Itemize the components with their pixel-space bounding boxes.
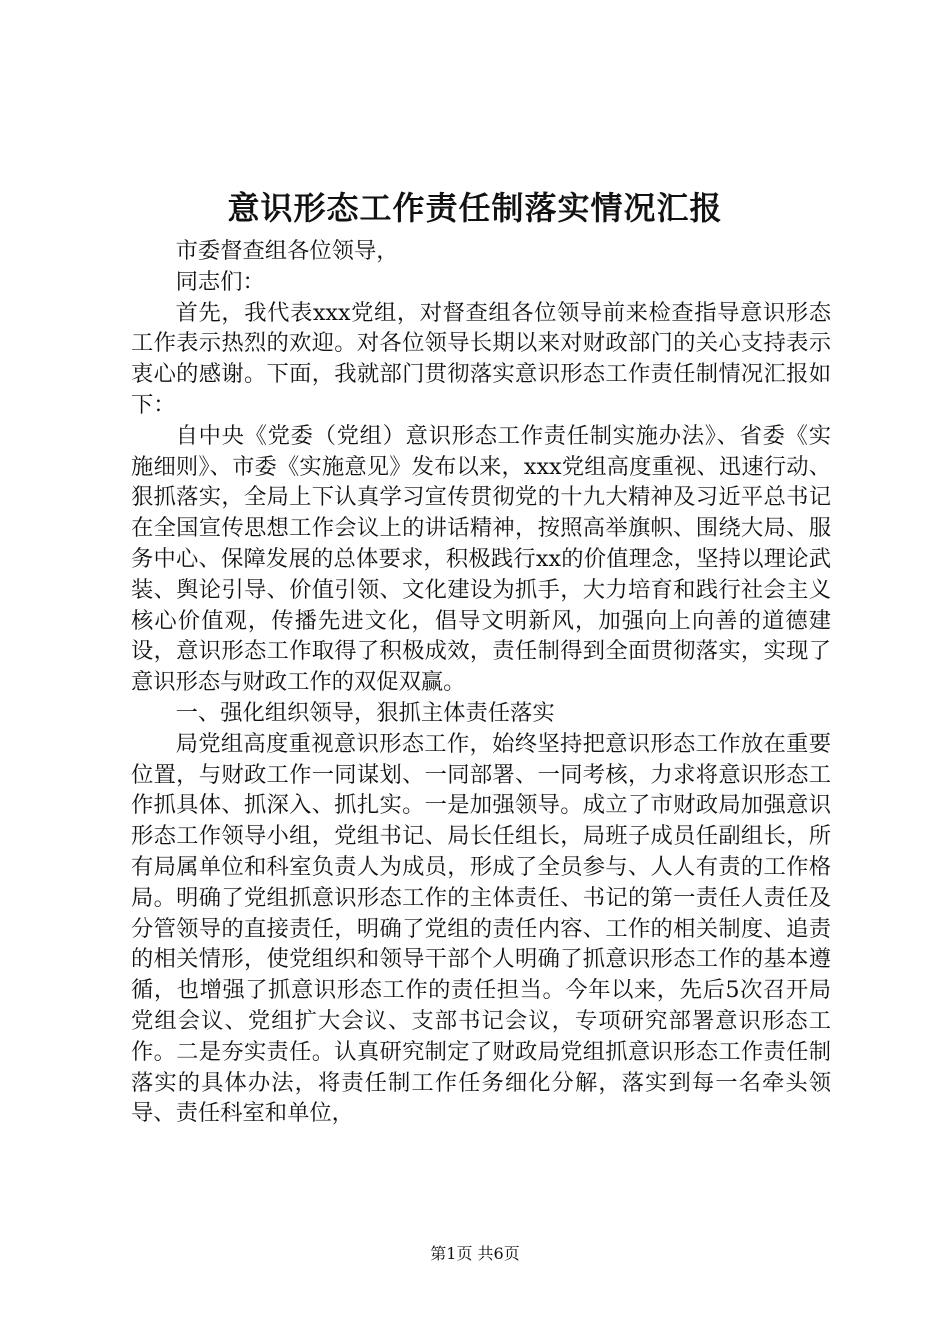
body-paragraph: 首先，我代表xxx党组，对督查组各位领导前来检查指导意识形态工作表示热烈的欢迎。对各位领导长期以来对财政部门的关心支持表示衷心的感谢。下面，我就部门贯彻落实意识形态工作责任制情况汇报如下：	[131, 299, 831, 418]
section-heading: 一、强化组织领导，狠抓主体责任落实	[175, 699, 555, 726]
salutation-line: 同志们：	[175, 268, 265, 295]
document-body	[131, 236, 831, 1129]
body-paragraph: 局党组高度重视意识形态工作，始终坚持把意识形态工作放在重要位置，与财政工作一同谋划、一同部署、一同考核，力求将意识形态工作抓具体、抓深入、抓扎实。一是加强领导。成立了市财政局加强意识形态工作领导小组，党组书记、局长任组长，局班子成员任副组长，所有局属单位和科室负责人为成员，形成了全员参与、人人有责的工作格局。明确了党组抓意识形态工作的主体责任、书记的第一责任人责任及分管领导的直接责任，明确了党组的责任内容、工作的相关制度、追责的相关情形，使党组织和领导干部个人明确了抓意识形态工作的基本遵循，也增强了抓意识形态工作的责任担当。今年以来，先后5次召开局党组会议、党组扩大会议、支部书记会议，专项研究部署意识形态工作。二是夯实责任。认真研究制定了财政局党组抓意识形态工作责任制落实的具体办法，将责任制工作任务细化分解，落实到每一名牵头领导、责任科室和单位，	[131, 730, 831, 1127]
document-title: 意识形态工作责任制落实情况汇报	[227, 189, 723, 227]
page-number-footer: 第1页 共6页	[430, 1244, 520, 1263]
body-paragraph: 自中央《党委（党组）意识形态工作责任制实施办法》、省委《实施细则》、市委《实施意见》发布以来，xxx党组高度重视、迅速行动、狠抓落实，全局上下认真学习宣传贯彻党的十九大精神及习近平总书记在全国宣传思想工作会议上的讲话精神，按照高举旗帜、围绕大局、服务中心、保障发展的总体要求，积极践行xx的价值理念，坚持以理论武装、舆论引导、价值引领、文化建设为抓手，大力培育和践行社会主义核心价值观，传播先进文化，倡导文明新风，加强向上向善的道德建设，意识形态工作取得了积极成效，责任制得到全面贯彻落实，实现了意识形态与财政工作的双促双赢。	[131, 422, 831, 696]
salutation-line: 市委督查组各位领导，	[175, 238, 399, 264]
